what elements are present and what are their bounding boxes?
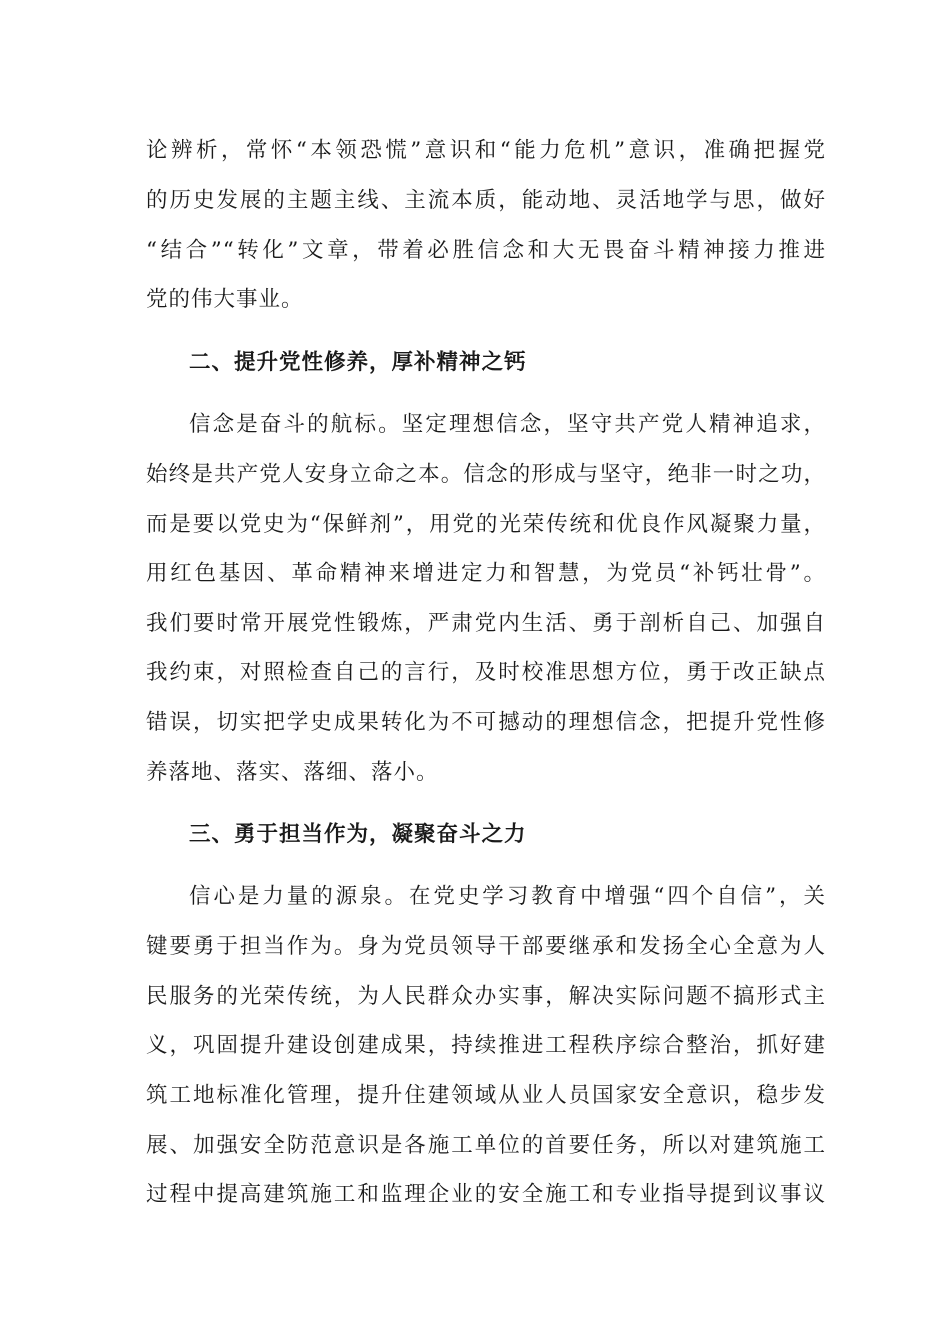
paragraph-line: 党的伟大事业。	[146, 287, 304, 312]
paragraph-line: 信念是奋斗的航标。坚定理想信念，坚守共产党人精神追求，	[189, 412, 826, 437]
paragraph-line: 我约束，对照检查自己的言行，及时校准思想方位，勇于改正缺点	[146, 660, 826, 685]
paragraph-line: 错误，切实把学史成果转化为不可撼动的理想信念，把提升党性修	[146, 710, 826, 735]
paragraph-line: 义，巩固提升建设创建成果，持续推进工程秩序综合整治，抓好建	[146, 1033, 826, 1058]
paragraph-line: 筑工地标准化管理，提升住建领域从业人员国家安全意识，稳步发	[146, 1083, 826, 1108]
paragraph-line: 论辨析，常怀“本领恐慌”意识和“能力危机”意识，准确把握党	[146, 138, 826, 163]
paragraph-line: 用红色基因、革命精神来增进定力和智慧，为党员“补钙壮骨”。	[146, 561, 826, 586]
paragraph-line: 过程中提高建筑施工和监理企业的安全施工和专业指导提到议事议	[146, 1182, 826, 1207]
section-heading: 三、勇于担当作为，凝聚奋斗之力	[189, 822, 527, 847]
paragraph-line: 的历史发展的主题主线、主流本质，能动地、灵活地学与思，做好	[146, 188, 826, 213]
paragraph-line: “结合”“转化”文章，带着必胜信念和大无畏奋斗精神接力推进	[146, 238, 826, 263]
paragraph-line: 养落地、落实、落细、落小。	[146, 760, 439, 785]
paragraph-line: 民服务的光荣传统，为人民群众办实事，解决实际问题不搞形式主	[146, 984, 826, 1009]
paragraph-line: 键要勇于担当作为。身为党员领导干部要继承和发扬全心全意为人	[146, 934, 826, 959]
paragraph-line: 信心是力量的源泉。在党史学习教育中增强“四个自信”，关	[189, 884, 826, 909]
section-heading: 二、提升党性修养，厚补精神之钙	[189, 350, 527, 375]
paragraph-line: 始终是共产党人安身立命之本。信念的形成与坚守，绝非一时之功，	[146, 462, 826, 487]
paragraph-line: 而是要以党史为“保鲜剂”，用党的光荣传统和优良作风凝聚力量，	[146, 512, 826, 537]
paragraph-line: 我们要时常开展党性锻炼，严肃党内生活、勇于剖析自己、加强自	[146, 611, 826, 636]
paragraph-line: 展、加强安全防范意识是各施工单位的首要任务，所以对建筑施工	[146, 1133, 826, 1158]
